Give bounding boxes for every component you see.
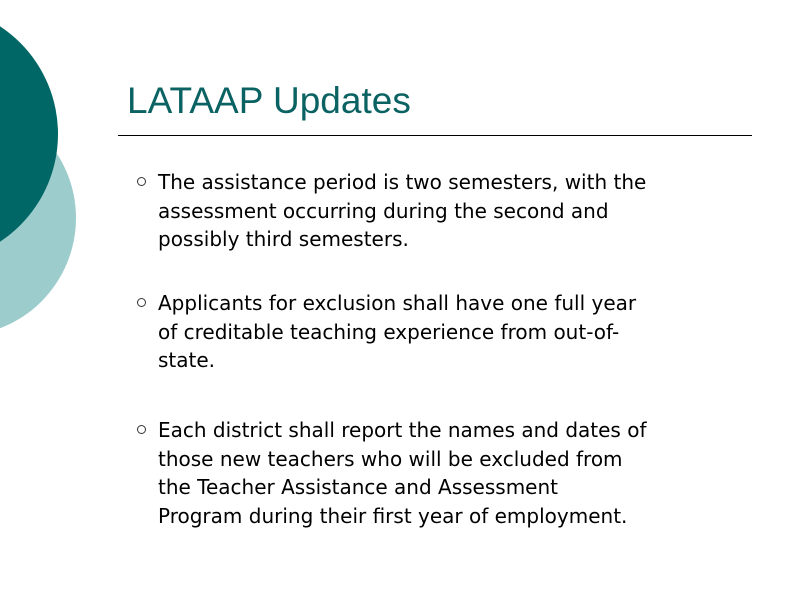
title-divider bbox=[118, 135, 752, 136]
bullet-line: of creditable teaching experience from out-of- bbox=[158, 319, 620, 344]
bullet-line: The assistance period is two semesters, with the bbox=[158, 170, 647, 194]
bullet-line: Applicants for exclusion shall have one full year bbox=[158, 291, 637, 315]
bullet-line: the Teacher Assistance and Assessment bbox=[158, 475, 558, 500]
bullet-line: Each district shall report the names and dates of bbox=[158, 418, 647, 442]
hollow-circle-bullet-icon bbox=[137, 425, 146, 434]
bullet-item bbox=[158, 289, 778, 375]
bullet-item bbox=[158, 416, 778, 530]
hollow-circle-bullet-icon bbox=[137, 298, 146, 307]
bullet-line: Program during their first year of employment. bbox=[158, 503, 628, 528]
bullet-line: possibly third semesters. bbox=[158, 227, 409, 252]
hollow-circle-bullet-icon bbox=[137, 177, 146, 186]
bullet-item bbox=[158, 168, 778, 254]
bullet-line: assessment occurring during the second and bbox=[158, 198, 609, 223]
slide-title: LATAAP Updates bbox=[127, 80, 411, 121]
bullet-line: state. bbox=[158, 348, 216, 373]
bullet-line: those new teachers who will be excluded from bbox=[158, 446, 623, 471]
